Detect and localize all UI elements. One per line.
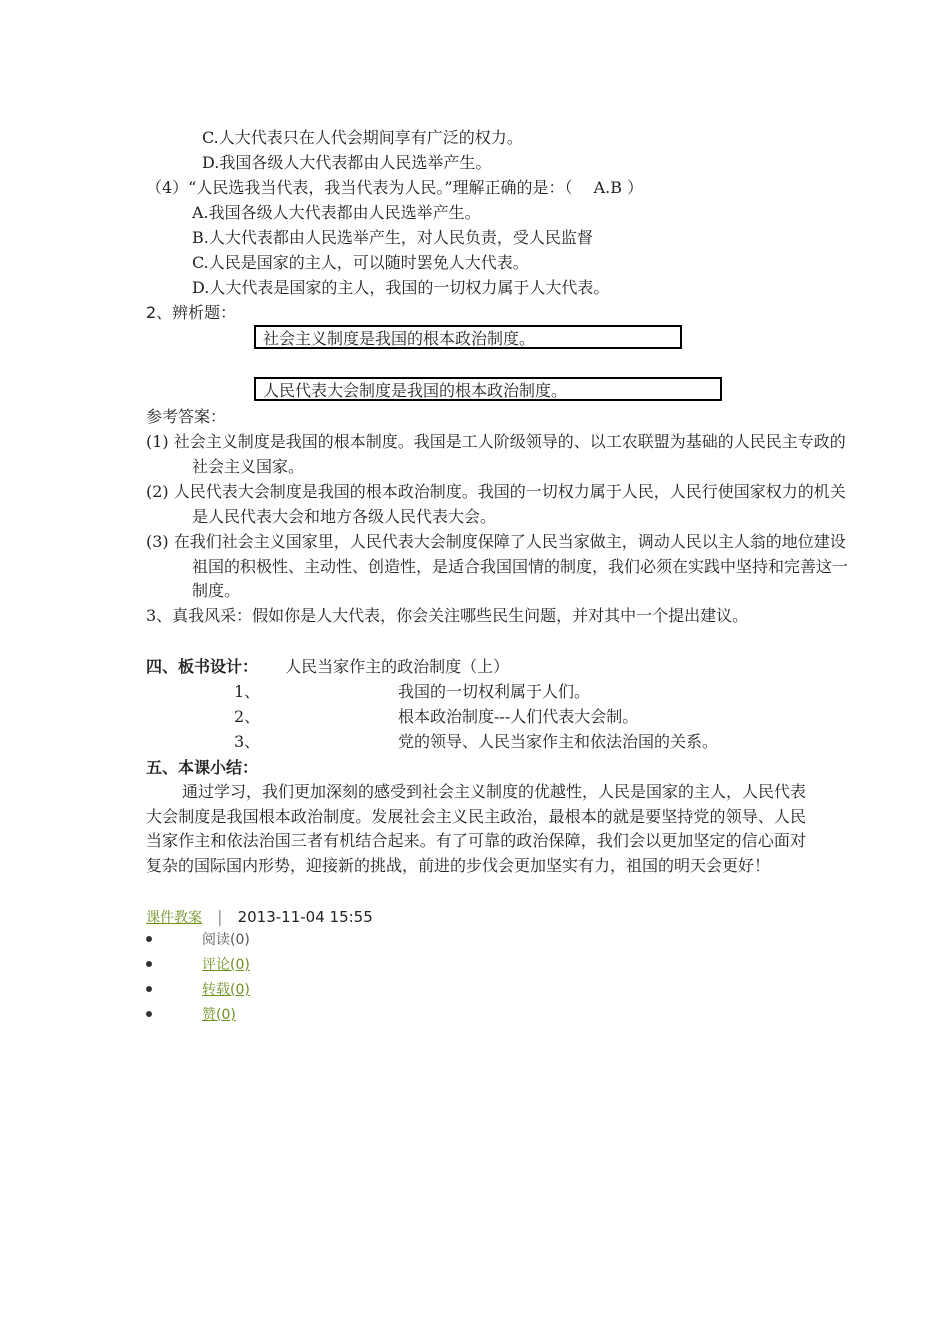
section-2-title: 2、辨析题： <box>146 303 237 322</box>
summary-title: 五、本课小结： <box>146 758 259 777</box>
board-item-num: 2、 <box>234 707 261 726</box>
bullet-icon <box>146 961 152 967</box>
summary-text: 通过学习，我们更加深刻的感受到社会主义制度的优越性，人民是国家的主人，人民代表大会制度是我国根本政治制度。发展社会主义民主政治，最根本的就是要坚持党的领导、人民当家作主和依法治国三者有机结合起来。有了可靠的政治保障，我们会以更加坚定的信心面对复杂的国际国内形势，迎接新的挑战，前进的步伐会更加坚实有力，祖国的明天会更好！ <box>146 782 807 875</box>
board-item-num: 1、 <box>234 682 261 701</box>
answer-2: (2) 人民代表大会制度是我国的根本政治制度。我国的一切权力属于人民，人民行使国家权力的机关是人民代表大会和地方各级人民代表大会。 <box>146 482 846 526</box>
post-datetime: 2013-11-04 15:55 <box>237 908 373 926</box>
like-link[interactable]: 赞(0) <box>202 1007 236 1023</box>
repost-link[interactable]: 转载(0) <box>202 982 250 998</box>
bullet-icon <box>146 936 152 942</box>
q4-stem: （4）“人民选我当代表，我当代表为人民。”理解正确的是：（ A.B ） <box>146 178 644 197</box>
board-item-text: 我国的一切权利属于人们。 <box>398 682 591 701</box>
comment-link[interactable]: 评论(0) <box>202 957 250 973</box>
analysis-box-2: 人民代表大会制度是我国的根本政治制度。 <box>254 377 722 401</box>
board-subtitle: 人民当家作主的政治制度（上） <box>285 657 510 676</box>
q3-option-d: D.我国各级人大代表都由人民选举产生。 <box>202 153 492 172</box>
q4-option-a: A.我国各级人大代表都由人民选举产生。 <box>192 203 481 222</box>
board-title: 四、板书设计： <box>146 657 259 676</box>
q4-option-c: C.人民是国家的主人，可以随时罢免人大代表。 <box>192 253 529 272</box>
q4-option-b: B.人大代表都由人民选举产生，对人民负责，受人民监督 <box>192 228 593 247</box>
read-count: 阅读(0) <box>202 932 250 948</box>
meta-separator: | <box>217 907 223 926</box>
analysis-box-1: 社会主义制度是我国的根本政治制度。 <box>254 325 682 349</box>
section-3-text: 3、真我风采：假如你是人大代表，你会关注哪些民生问题，并对其中一个提出建议。 <box>146 606 749 625</box>
board-item-text: 党的领导、人民当家作主和依法治国的关系。 <box>398 732 719 751</box>
answer-1: (1) 社会主义制度是我国的根本制度。我国是工人阶级领导的、以工农联盟为基础的人民民主专政的社会主义国家。 <box>146 432 846 476</box>
answer-3: (3) 在我们社会主义国家里，人民代表大会制度保障了人民当家做主，调动人民以主人翁的地位建设祖国的积极性、主动性、创造性，是适合我国国情的制度，我们必须在实践中坚持和完善这一制度。 <box>146 532 849 600</box>
answers-title: 参考答案： <box>146 407 227 426</box>
category-link[interactable]: 课件教案 <box>146 910 202 926</box>
board-item-num: 3、 <box>234 732 261 751</box>
board-item-text: 根本政治制度---人们代表大会制。 <box>398 707 639 726</box>
q4-option-d: D.人大代表是国家的主人，我国的一切权力属于人大代表。 <box>192 278 610 297</box>
bullet-icon <box>146 1011 152 1017</box>
bullet-icon <box>146 986 152 992</box>
q3-option-c: C.人大代表只在人代会期间享有广泛的权力。 <box>202 128 523 147</box>
